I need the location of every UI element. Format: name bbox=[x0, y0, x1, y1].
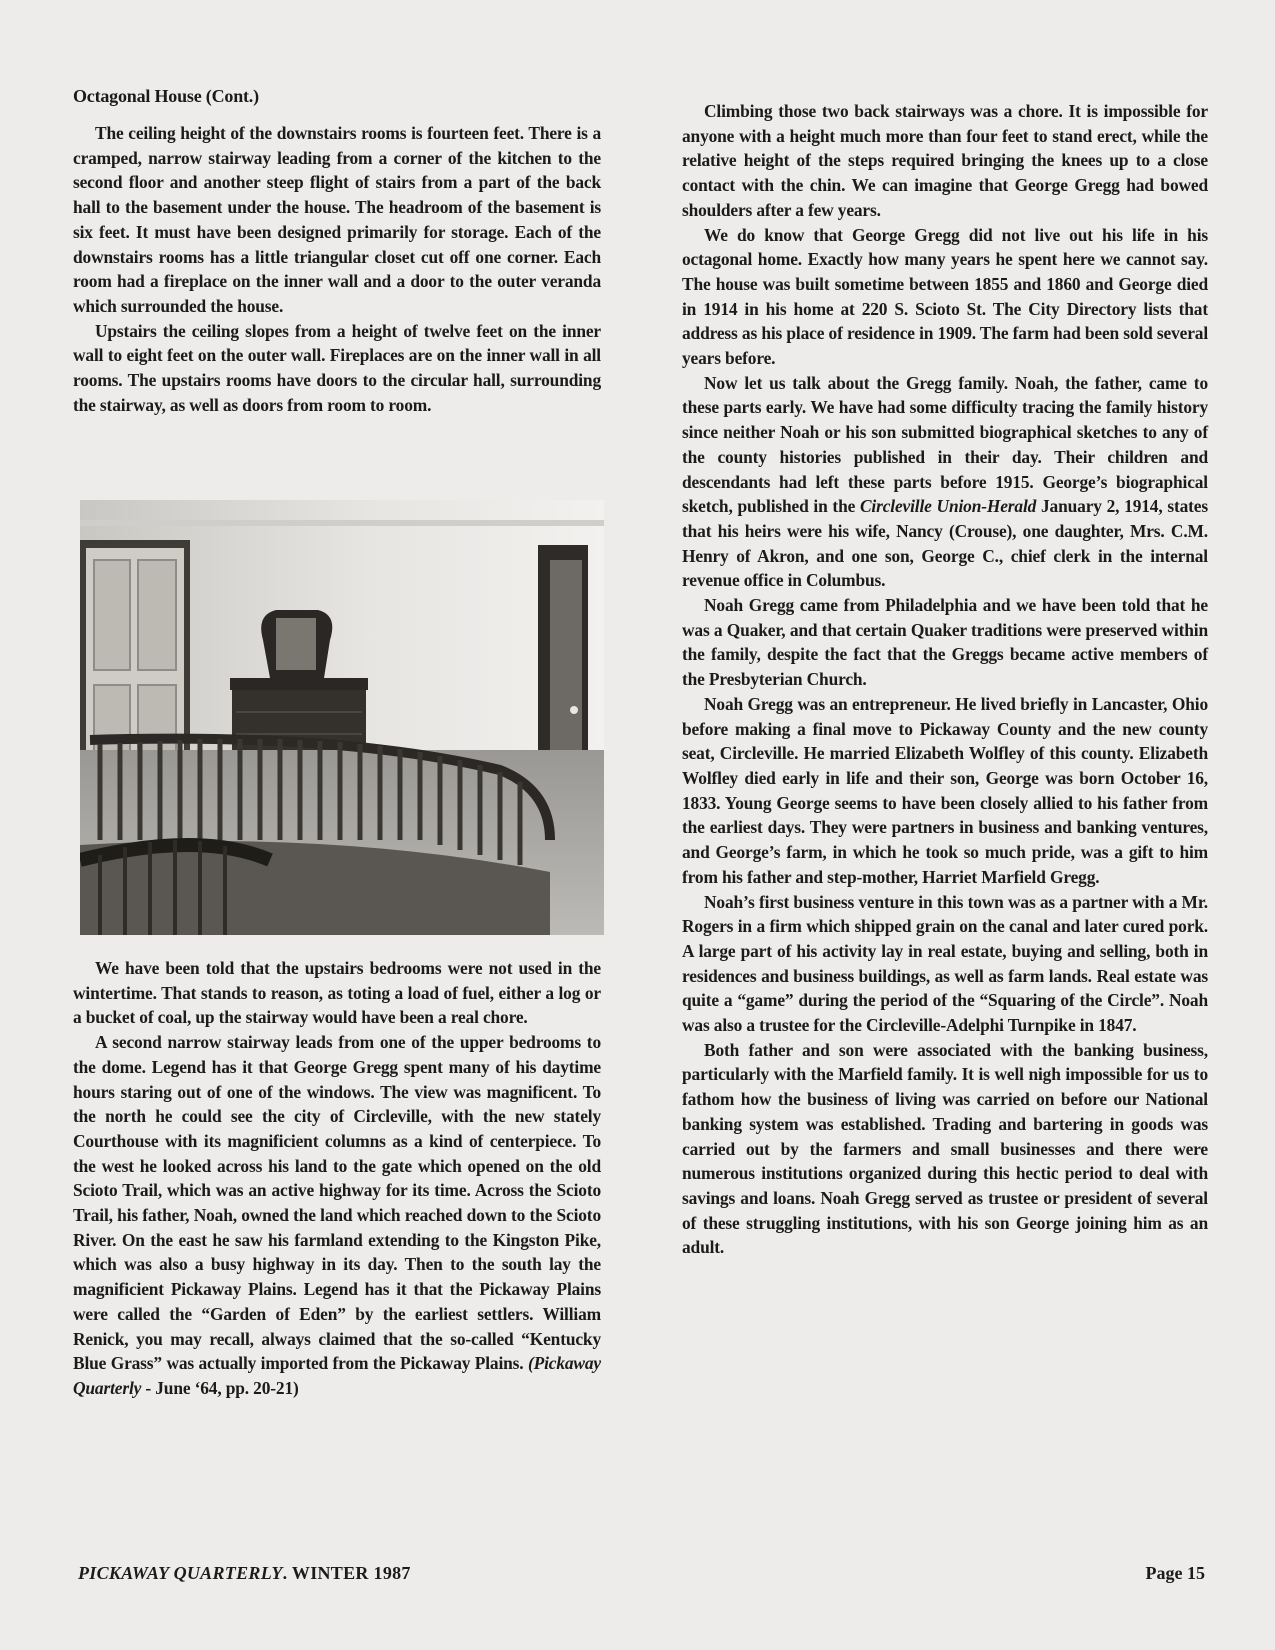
family-text-b: January 2, 1914, states that his heirs were his wife, Nancy (Crouse), one daughter, Mrs. C.M. Henry of Akron, and one son, George C., chief clerk in the internal revenue office in Columbus. bbox=[682, 496, 1208, 591]
page-number: Page 15 bbox=[1145, 1563, 1205, 1583]
section-title: Octagonal House (Cont.) bbox=[73, 86, 259, 106]
family-text-a: Now let us talk about the Gregg family. Noah, the father, came to these parts early. We have had some difficulty tracing the family history since neither Noah or his son submitted biographical sketches to any of the county histories published in their day. Their children and descendants had left these parts before 1915. George’s biographical sketch, published in the bbox=[682, 372, 1208, 517]
paragraph-dome bbox=[73, 1030, 601, 1401]
paragraph-george-gregg: We do know that George Gregg did not live out his life in his octagonal home. Exactly how many years he spent here we cannot say. The house was built sometime between 1855 and 1860 and George died in 1914 in his home at 220 S. Scioto St. The City Directory lists that address as his place of residence in 1909. The farm had been sold several years before. bbox=[682, 224, 1208, 369]
publication-name bbox=[78, 1563, 411, 1584]
publication-title: PICKAWAY QUARTERLY bbox=[78, 1563, 283, 1583]
paragraph-quaker: Noah Gregg came from Philadelphia and we have been told that he was a Quaker, and that certain Quaker traditions were preserved within the family, despite the fact that the Greggs became active members of the Presbyterian Church. bbox=[682, 595, 1208, 690]
paragraph-banking: Both father and son were associated with the banking business, particularly with the Marfield family. It is well nigh impossible for us to fathom how the business of living was carried on before our National banking system was established. Trading and bartering in goods was carried out by the farmers and small businesses and there were numerous institutions organized during this hectic period to deal with savings and loans. Noah Gregg served as trustee or president of several of these struggling institutions, with his son George joining him as an adult. bbox=[682, 1039, 1208, 1258]
dome-text: A second narrow stairway leads from one of the upper bedrooms to the dome. Legend has it that George Gregg spent many of his daytime hours staring out of one of the windows. The view was magnificent. To the north he could see the city of Circleville, with the new stately Courthouse with its magnificient columns as a kind of centerpiece. To the west he looked across his land to the gate which opened on the old Scioto Trail, which was an active highway for its time. Across the Scioto Trail, his father, Noah, owned the land which reached down to the Scioto River. On the east he saw his farmland extending to the Kingston Pike, which was also a busy highway in its day. Then to the south lay the magnificient Pickaway Plains. Legend has it that the Pickaway Plains were called the “Garden of Eden” by the earliest settlers. William Renick, you may recall, always claimed that the so-called “Kentucky Blue Grass” was actually imported from the Pickaway Plains. bbox=[73, 1032, 601, 1374]
publication-season: . WINTER 1987 bbox=[282, 1563, 411, 1583]
right-column-text bbox=[682, 99, 1208, 1260]
stairway-photo bbox=[80, 500, 604, 935]
paragraph-bedrooms: We have been told that the upstairs bedrooms were not used in the wintertime. That stands to reason, as toting a load of fuel, either a log or a bucket of coal, up the stairway would have been a real chore. bbox=[73, 958, 601, 1028]
left-column-top-text bbox=[73, 121, 601, 417]
left-column-bottom-text bbox=[73, 956, 601, 1401]
paragraph-back-stairways: Climbing those two back stairways was a chore. It is impossible for anyone with a height much more than four feet to stand erect, while the relative height of the steps required bringing the knees up to a close contact with the chin. We can imagine that George Gregg had bowed shoulders after a few years. bbox=[682, 101, 1208, 220]
citation-details: - June ‘64, pp. 20-21) bbox=[141, 1377, 299, 1398]
paragraph-ceiling-height: The ceiling height of the downstairs rooms is fourteen feet. There is a cramped, narrow stairway leading from a corner of the kitchen to the second floor and another steep flight of stairs from a part of the back hall to the basement under the house. The headroom of the basement is six feet. It must have been designed primarily for storage. Each of the downstairs rooms has a little triangular closet cut off one corner. Each room had a fireplace on the inner wall and a door to the outer veranda which surrounded the house. bbox=[73, 123, 601, 316]
paragraph-business-venture: Noah’s first business venture in this town was as a partner with a Mr. Rogers in a firm which shipped grain on the canal and later cured pork. A large part of his activity lay in real estate, buying and selling, both in residences and business buildings, as well as farm lands. Real estate was quite a “game” during the period of the “Squaring of the Circle”. Noah was also a trustee for the Circleville-Adelphi Turnpike in 1847. bbox=[682, 891, 1208, 1036]
newspaper-title: Circleville Union-Herald bbox=[859, 496, 1037, 517]
citation-title: (Pickaway Quarterly bbox=[73, 1353, 601, 1398]
paragraph-gregg-family bbox=[682, 371, 1208, 593]
paragraph-upstairs: Upstairs the ceiling slopes from a height of twelve feet on the inner wall to eight feet on the outer wall. Fireplaces are on the inner wall in all rooms. The upstairs rooms have doors to the circular hall, surrounding the stairway, as well as doors from room to room. bbox=[73, 320, 601, 415]
paragraph-entrepreneur: Noah Gregg was an entrepreneur. He lived briefly in Lancaster, Ohio before making a final move to Pickaway County and the new county seat, Circleville. He married Elizabeth Wolfley of this county. Elizabeth Wolfley died early in life and their son, George was born October 16, 1833. Young George seems to have been closely allied to his father from the earliest days. They were partners in business and banking ventures, and George’s farm, in which he took so much pride, was a gift to him from his father and step-mother, Harriet Marfield Gregg. bbox=[682, 693, 1208, 887]
